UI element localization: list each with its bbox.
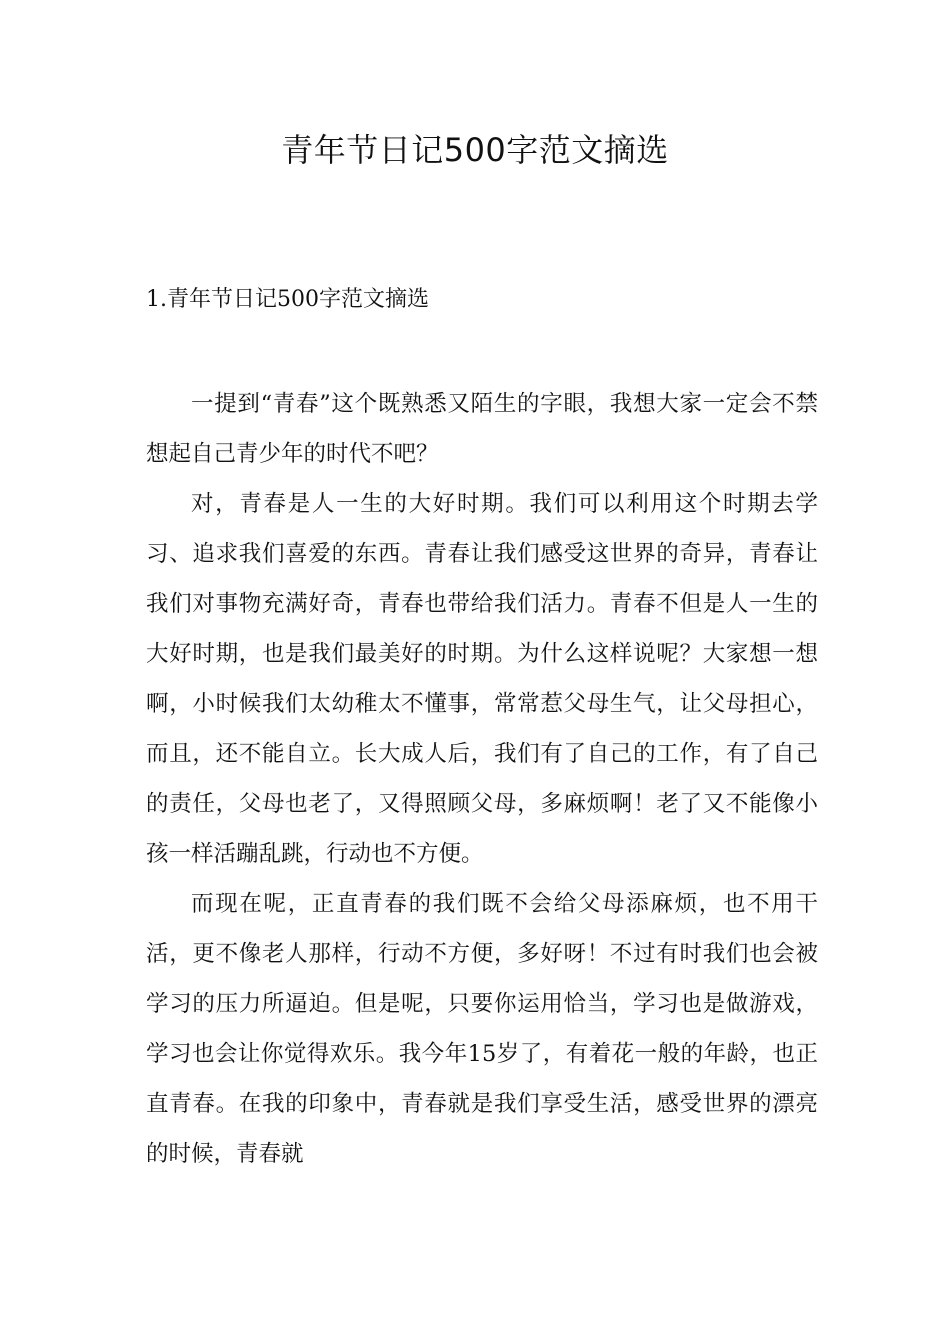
body-text xyxy=(146,379,818,1179)
paragraph-2: 对，青春是人一生的大好时期。我们可以利用这个时期去学习、追求我们喜爱的东西。青春让我们感受这世界的奇异，青春让我们对事物充满好奇，青春也带给我们活力。青春不但是人一生的大好时期，也是我们最美好的时期。为什么这样说呢？大家想一想啊，小时候我们太幼稚太不懂事，常常惹父母生气，让父母担心，而且，还不能自立。长大成人后，我们有了自己的工作，有了自己的责任，父母也老了，又得照顾父母，多麻烦啊！老了又不能像小孩一样活蹦乱跳，行动也不方便。 xyxy=(146,491,818,867)
document-title: 青年节日记500字范文摘选 xyxy=(281,131,669,169)
paragraph-1: 一提到“青春”这个既熟悉又陌生的字眼，我想大家一定会不禁想起自己青少年的时代不吧？ xyxy=(146,391,818,467)
paragraph-3: 而现在呢，正直青春的我们既不会给父母添麻烦，也不用干活，更不像老人那样，行动不方便，多好呀！不过有时我们也会被学习的压力所逼迫。但是呢，只要你运用恰当，学习也是做游戏，学习也会让你觉得欢乐。我今年15岁了，有着花一般的年龄，也正直青春。在我的印象中，青春就是我们享受生活，感受世界的漂亮的时候，青春就 xyxy=(146,891,818,1167)
section-heading: 1.青年节日记500字范文摘选 xyxy=(146,287,429,312)
